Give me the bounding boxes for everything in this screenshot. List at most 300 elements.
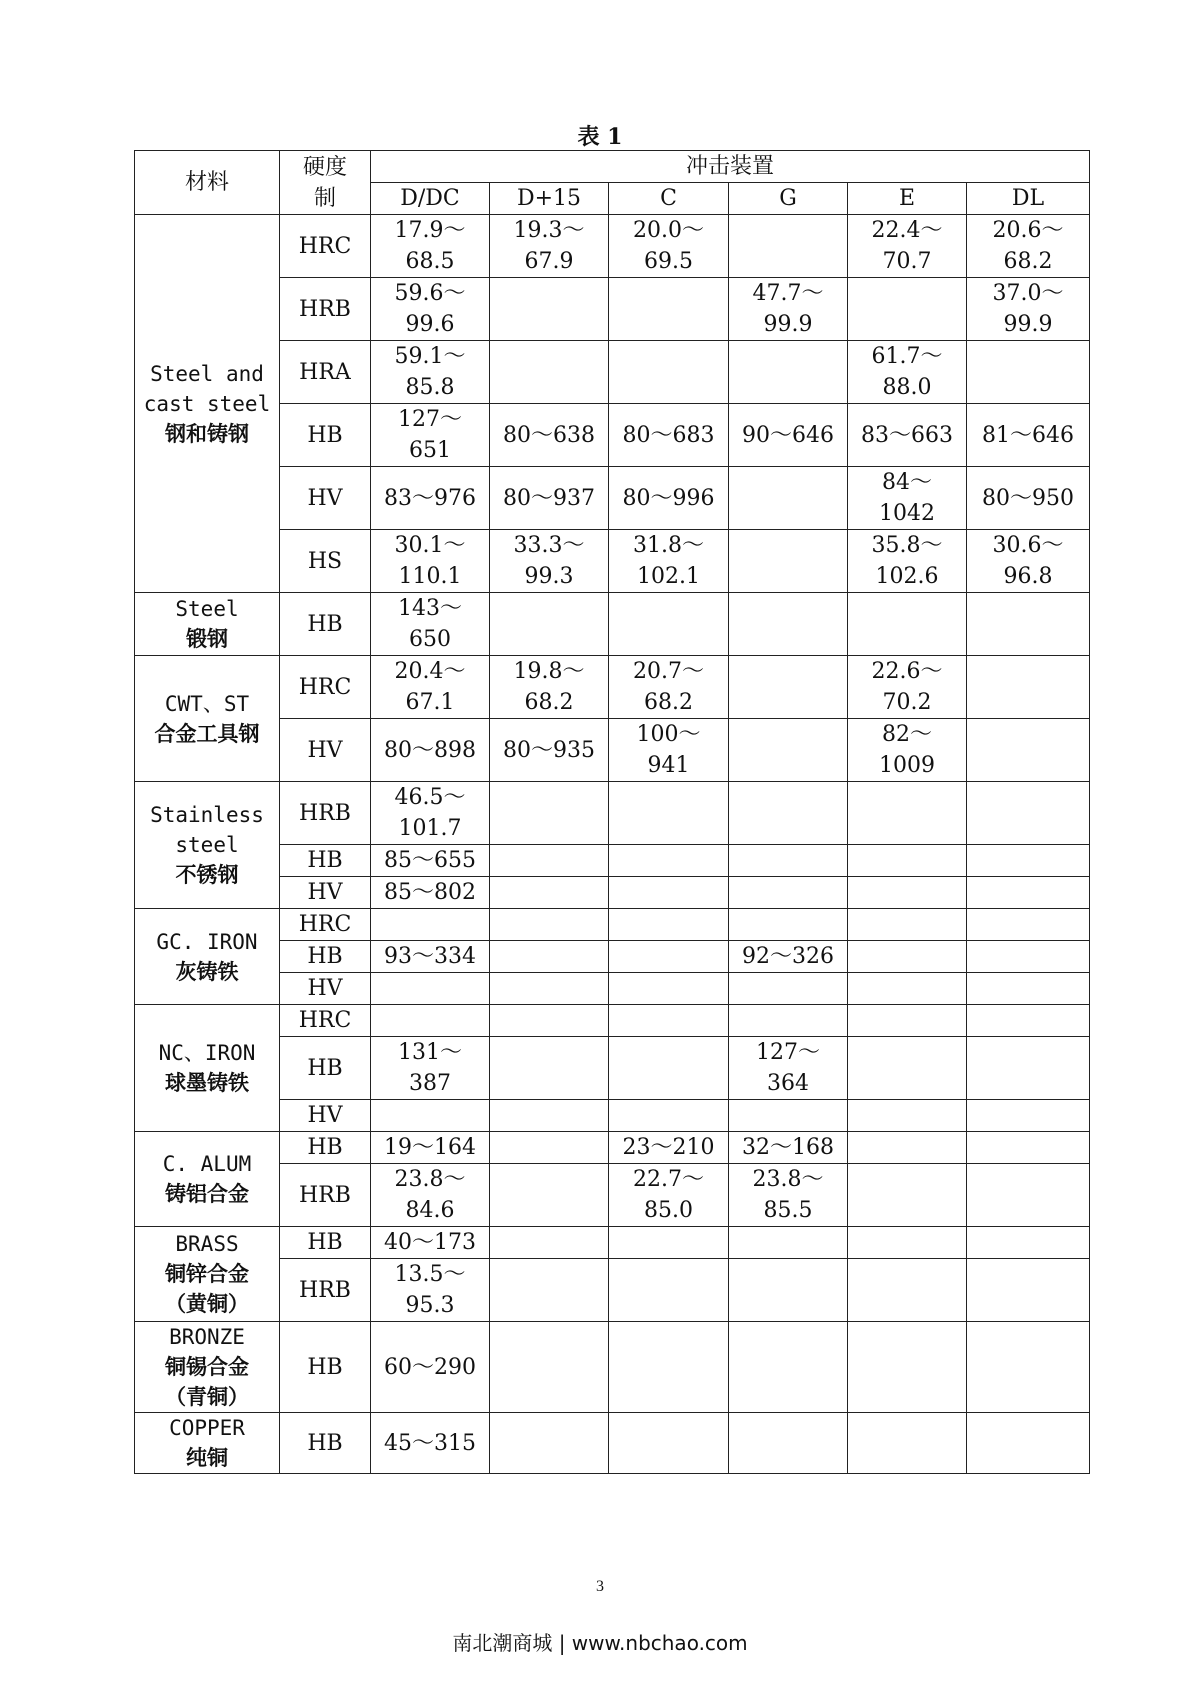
range-cell bbox=[848, 973, 967, 1005]
range-cell bbox=[490, 593, 609, 656]
range-value: 20.7～ bbox=[633, 659, 704, 684]
range-value: 67.1 bbox=[405, 690, 455, 715]
range-cell bbox=[848, 941, 967, 973]
range-value: 90～646 bbox=[742, 422, 834, 448]
range-value: 30.6～ bbox=[992, 533, 1064, 558]
range-value: 651 bbox=[409, 438, 451, 463]
range-cell bbox=[609, 909, 729, 941]
range-cell bbox=[729, 1132, 848, 1164]
range-cell bbox=[729, 1100, 848, 1132]
range-cell bbox=[967, 1164, 1090, 1227]
range-value: 127～ bbox=[398, 407, 462, 432]
range-cell bbox=[609, 404, 729, 467]
range-value: 99.6 bbox=[405, 312, 455, 337]
hardness-scale: HRB bbox=[280, 1259, 371, 1322]
range-cell bbox=[848, 404, 967, 467]
hardness-scale: HRC bbox=[280, 909, 371, 941]
range-cell bbox=[729, 973, 848, 1005]
range-cell bbox=[371, 877, 490, 909]
range-cell bbox=[848, 877, 967, 909]
range-value: 20.6～ bbox=[992, 218, 1064, 243]
range-cell bbox=[490, 1259, 609, 1322]
range-cell bbox=[729, 278, 848, 341]
table-row bbox=[135, 656, 1090, 719]
range-cell bbox=[848, 593, 967, 656]
range-cell bbox=[729, 941, 848, 973]
table-row bbox=[135, 593, 1090, 656]
range-cell bbox=[848, 1164, 967, 1227]
range-cell bbox=[371, 1100, 490, 1132]
material-name bbox=[135, 1227, 280, 1322]
range-cell bbox=[848, 1037, 967, 1100]
device-header: C bbox=[609, 183, 729, 215]
range-value: 80～937 bbox=[503, 485, 595, 511]
range-cell bbox=[609, 278, 729, 341]
range-cell bbox=[371, 1322, 490, 1413]
range-cell bbox=[967, 909, 1090, 941]
range-cell bbox=[371, 719, 490, 782]
hardness-scale: HV bbox=[280, 973, 371, 1005]
range-cell bbox=[490, 782, 609, 845]
header-hardness-line2: 制 bbox=[313, 185, 336, 211]
range-value: 22.7～ bbox=[633, 1167, 704, 1192]
range-value: 85～802 bbox=[384, 880, 476, 905]
range-cell bbox=[371, 341, 490, 404]
range-cell bbox=[848, 1227, 967, 1259]
range-cell bbox=[371, 1413, 490, 1474]
range-cell bbox=[609, 1259, 729, 1322]
range-cell bbox=[729, 1005, 848, 1037]
range-cell bbox=[490, 656, 609, 719]
material-name-line: 钢和铸钢 bbox=[165, 421, 249, 446]
range-value: 30.1～ bbox=[394, 533, 466, 558]
range-value: 37.0～ bbox=[992, 281, 1064, 306]
range-cell bbox=[848, 530, 967, 593]
range-value: 17.9～ bbox=[394, 218, 466, 243]
material-name-line: C. ALUM bbox=[162, 1152, 252, 1176]
range-value: 81～646 bbox=[982, 422, 1075, 448]
hardness-scale: HB bbox=[280, 404, 371, 467]
range-cell bbox=[490, 1005, 609, 1037]
range-cell bbox=[729, 1413, 848, 1474]
page-number: 3 bbox=[596, 1578, 604, 1595]
range-value: 47.7～ bbox=[752, 281, 824, 306]
range-cell bbox=[848, 845, 967, 877]
range-value: 85.0 bbox=[644, 1198, 693, 1223]
range-cell bbox=[609, 1164, 729, 1227]
material-name bbox=[135, 1413, 280, 1474]
range-cell bbox=[371, 941, 490, 973]
range-value: 67.9 bbox=[524, 249, 574, 274]
hardness-scale: HB bbox=[280, 941, 371, 973]
range-value: 19～164 bbox=[384, 1135, 476, 1160]
range-cell bbox=[967, 1413, 1090, 1474]
range-cell bbox=[848, 341, 967, 404]
range-value: 19.8～ bbox=[513, 659, 585, 684]
hardness-scale: HS bbox=[280, 530, 371, 593]
range-cell bbox=[729, 467, 848, 530]
range-value: 364 bbox=[767, 1071, 809, 1096]
range-cell bbox=[848, 467, 967, 530]
range-value: 19.3～ bbox=[513, 218, 585, 243]
range-value: 92～326 bbox=[742, 944, 834, 969]
hardness-scale: HRB bbox=[280, 782, 371, 845]
range-cell bbox=[848, 278, 967, 341]
range-cell bbox=[609, 719, 729, 782]
range-cell bbox=[371, 1132, 490, 1164]
range-value: 650 bbox=[409, 627, 451, 652]
range-value: 941 bbox=[647, 753, 690, 778]
range-cell bbox=[609, 973, 729, 1005]
range-cell bbox=[609, 656, 729, 719]
range-cell bbox=[490, 404, 609, 467]
material-name-line: NC、IRON bbox=[158, 1041, 256, 1065]
range-value: 46.5～ bbox=[394, 785, 466, 810]
range-cell bbox=[371, 973, 490, 1005]
range-cell bbox=[967, 467, 1090, 530]
material-name-line: 灰铸铁 bbox=[175, 959, 239, 984]
range-value: 20.0～ bbox=[633, 218, 704, 243]
range-value: 70.2 bbox=[882, 690, 932, 715]
table-caption: 表 1 bbox=[577, 124, 623, 150]
hardness-scale: HB bbox=[280, 1037, 371, 1100]
device-header: D/DC bbox=[371, 183, 490, 215]
range-value: 70.7 bbox=[882, 249, 932, 274]
material-name-line: 铜锡合金 bbox=[165, 1355, 249, 1379]
range-cell bbox=[490, 877, 609, 909]
hardness-scale: HRC bbox=[280, 656, 371, 719]
table-row bbox=[135, 1413, 1090, 1474]
material-name-line: steel bbox=[175, 833, 239, 857]
range-cell bbox=[967, 341, 1090, 404]
range-cell bbox=[490, 909, 609, 941]
material-name-line: Steel bbox=[175, 597, 239, 621]
range-value: 1009 bbox=[879, 753, 935, 778]
range-value: 80～638 bbox=[503, 422, 595, 448]
material-name-line: Stainless bbox=[150, 803, 264, 827]
material-name bbox=[135, 593, 280, 656]
range-value: 61.7～ bbox=[871, 344, 943, 369]
range-value: 84.6 bbox=[405, 1198, 455, 1223]
range-value: 80～683 bbox=[622, 422, 715, 448]
range-cell bbox=[371, 593, 490, 656]
range-cell bbox=[729, 782, 848, 845]
range-cell bbox=[609, 877, 729, 909]
hardness-scale: HRC bbox=[280, 1005, 371, 1037]
hardness-scale: HB bbox=[280, 1132, 371, 1164]
range-cell bbox=[729, 1227, 848, 1259]
range-cell bbox=[729, 530, 848, 593]
hardness-scale: HB bbox=[280, 1322, 371, 1413]
range-cell bbox=[371, 1005, 490, 1037]
range-cell bbox=[848, 719, 967, 782]
range-cell bbox=[848, 1322, 967, 1413]
range-cell bbox=[729, 719, 848, 782]
hardness-scale: HRB bbox=[280, 1164, 371, 1227]
range-value: 96.8 bbox=[1003, 564, 1053, 589]
material-name bbox=[135, 1005, 280, 1132]
material-name-line: cast steel bbox=[143, 391, 271, 416]
range-cell bbox=[490, 1322, 609, 1413]
material-name-line: BRASS bbox=[175, 1232, 239, 1256]
range-cell bbox=[609, 941, 729, 973]
range-cell bbox=[967, 845, 1090, 877]
material-name-line: BRONZE bbox=[169, 1325, 245, 1349]
range-value: 127～ bbox=[756, 1040, 820, 1065]
range-cell bbox=[729, 341, 848, 404]
range-value: 22.4～ bbox=[871, 218, 943, 243]
range-value: 23.8～ bbox=[752, 1167, 824, 1192]
material-name-line: GC. IRON bbox=[156, 929, 258, 954]
range-cell bbox=[371, 278, 490, 341]
material-name-line: （黄铜） bbox=[165, 1292, 249, 1316]
hardness-scale: HV bbox=[280, 877, 371, 909]
material-name-line: COPPER bbox=[169, 1416, 245, 1440]
range-cell bbox=[371, 782, 490, 845]
range-cell bbox=[967, 593, 1090, 656]
material-name bbox=[135, 656, 280, 782]
range-value: 59.1～ bbox=[394, 344, 466, 369]
range-value: 84～ bbox=[882, 470, 932, 495]
range-cell bbox=[729, 877, 848, 909]
range-value: 100～ bbox=[636, 722, 701, 747]
range-cell bbox=[967, 404, 1090, 467]
range-cell bbox=[967, 215, 1090, 278]
range-cell bbox=[729, 845, 848, 877]
range-cell bbox=[490, 341, 609, 404]
range-value: 22.6～ bbox=[871, 659, 943, 684]
range-value: 68.5 bbox=[405, 249, 455, 274]
range-value: 33.3～ bbox=[513, 533, 585, 558]
range-cell bbox=[371, 467, 490, 530]
table-row bbox=[135, 1132, 1090, 1164]
range-value: 23～210 bbox=[622, 1135, 715, 1160]
range-value: 85～655 bbox=[384, 848, 476, 873]
range-cell bbox=[609, 1132, 729, 1164]
range-cell bbox=[490, 1100, 609, 1132]
material-name-line: 铜锌合金 bbox=[165, 1262, 249, 1286]
table-body bbox=[135, 215, 1090, 1474]
range-value: 45～315 bbox=[384, 1430, 476, 1456]
range-value: 35.8～ bbox=[871, 533, 943, 558]
range-value: 110.1 bbox=[398, 564, 462, 589]
range-cell bbox=[490, 1227, 609, 1259]
range-value: 32～168 bbox=[742, 1135, 834, 1160]
range-cell bbox=[729, 215, 848, 278]
range-value: 143～ bbox=[398, 596, 462, 621]
table-row bbox=[135, 782, 1090, 845]
range-value: 80～898 bbox=[384, 737, 476, 763]
range-cell bbox=[609, 1100, 729, 1132]
range-cell bbox=[729, 593, 848, 656]
range-cell bbox=[609, 1227, 729, 1259]
range-cell bbox=[609, 1322, 729, 1413]
range-value: 101.7 bbox=[398, 816, 462, 841]
range-cell bbox=[967, 1100, 1090, 1132]
hardness-scale: HB bbox=[280, 845, 371, 877]
range-cell bbox=[967, 1322, 1090, 1413]
range-cell bbox=[490, 1037, 609, 1100]
range-cell bbox=[371, 1227, 490, 1259]
hardness-conversion-table bbox=[134, 150, 1090, 1474]
range-value: 80～935 bbox=[503, 737, 595, 763]
range-cell bbox=[609, 341, 729, 404]
device-header: E bbox=[848, 183, 967, 215]
table-row bbox=[135, 1227, 1090, 1259]
range-cell bbox=[371, 909, 490, 941]
range-cell bbox=[848, 782, 967, 845]
range-cell bbox=[848, 1132, 967, 1164]
material-name bbox=[135, 215, 280, 593]
range-cell bbox=[609, 845, 729, 877]
range-cell bbox=[729, 1164, 848, 1227]
range-cell bbox=[967, 973, 1090, 1005]
range-cell bbox=[967, 1005, 1090, 1037]
range-cell bbox=[729, 656, 848, 719]
range-value: 80～996 bbox=[622, 485, 715, 511]
range-cell bbox=[729, 1259, 848, 1322]
material-name bbox=[135, 1132, 280, 1227]
range-cell bbox=[848, 656, 967, 719]
range-cell bbox=[609, 467, 729, 530]
range-cell bbox=[490, 1164, 609, 1227]
range-cell bbox=[848, 1413, 967, 1474]
range-cell bbox=[371, 1037, 490, 1100]
range-value: 85.8 bbox=[405, 375, 455, 400]
range-value: 80～950 bbox=[982, 485, 1075, 511]
range-value: 131～ bbox=[398, 1040, 462, 1065]
material-name bbox=[135, 1322, 280, 1413]
range-cell bbox=[967, 782, 1090, 845]
range-cell bbox=[490, 530, 609, 593]
range-value: 93～334 bbox=[384, 944, 476, 969]
range-cell bbox=[490, 1132, 609, 1164]
range-cell bbox=[371, 1259, 490, 1322]
range-value: 82～ bbox=[882, 722, 932, 747]
range-cell bbox=[729, 909, 848, 941]
hardness-scale: HV bbox=[280, 719, 371, 782]
range-value: 85.5 bbox=[763, 1198, 813, 1223]
range-value: 102.6 bbox=[875, 564, 939, 589]
range-value: 83～663 bbox=[861, 422, 953, 448]
material-name bbox=[135, 909, 280, 1005]
hardness-scale: HRB bbox=[280, 278, 371, 341]
footer-site-credit: 南北潮商城 | www.nbchao.com bbox=[452, 1631, 748, 1655]
header-hardness-scale bbox=[280, 151, 371, 215]
range-cell bbox=[609, 1005, 729, 1037]
range-cell bbox=[729, 1322, 848, 1413]
range-value: 83～976 bbox=[384, 485, 476, 511]
range-cell bbox=[609, 782, 729, 845]
range-cell bbox=[848, 909, 967, 941]
range-value: 59.6～ bbox=[394, 281, 466, 306]
range-cell bbox=[490, 1413, 609, 1474]
range-cell bbox=[967, 941, 1090, 973]
range-cell bbox=[729, 404, 848, 467]
range-cell bbox=[371, 404, 490, 467]
material-name-line: 铸铝合金 bbox=[165, 1182, 249, 1206]
range-value: 40～173 bbox=[384, 1230, 476, 1255]
range-cell bbox=[848, 1259, 967, 1322]
range-value: 1042 bbox=[879, 501, 935, 526]
range-value: 99.9 bbox=[763, 312, 813, 337]
header-material: 材料 bbox=[135, 151, 280, 215]
range-cell bbox=[729, 1037, 848, 1100]
range-cell bbox=[967, 530, 1090, 593]
range-value: 99.9 bbox=[1003, 312, 1053, 337]
range-cell bbox=[371, 1164, 490, 1227]
range-cell bbox=[490, 845, 609, 877]
range-value: 102.1 bbox=[637, 564, 700, 589]
range-cell bbox=[609, 1037, 729, 1100]
range-cell bbox=[609, 1413, 729, 1474]
range-cell bbox=[967, 1037, 1090, 1100]
device-header: DL bbox=[967, 183, 1090, 215]
range-cell bbox=[609, 215, 729, 278]
range-cell bbox=[967, 278, 1090, 341]
range-cell bbox=[609, 530, 729, 593]
hardness-scale: HV bbox=[280, 467, 371, 530]
device-header: D+15 bbox=[490, 183, 609, 215]
table-row bbox=[135, 1322, 1090, 1413]
hardness-scale: HB bbox=[280, 1413, 371, 1474]
range-cell bbox=[490, 973, 609, 1005]
header-hardness-line1: 硬度 bbox=[302, 154, 347, 180]
range-value: 69.5 bbox=[644, 249, 693, 274]
table-row bbox=[135, 909, 1090, 941]
range-cell bbox=[371, 215, 490, 278]
material-name-line: 合金工具钢 bbox=[154, 721, 260, 746]
range-cell bbox=[967, 1132, 1090, 1164]
range-value: 31.8～ bbox=[633, 533, 704, 558]
material-name bbox=[135, 782, 280, 909]
material-name-line: CWT、ST bbox=[164, 691, 250, 716]
material-name-line: （青铜） bbox=[165, 1385, 249, 1409]
range-value: 68.2 bbox=[524, 690, 574, 715]
range-value: 387 bbox=[409, 1071, 451, 1096]
table-row bbox=[135, 1005, 1090, 1037]
hardness-scale: HB bbox=[280, 593, 371, 656]
range-value: 13.5～ bbox=[394, 1262, 466, 1287]
material-name-line: 不锈钢 bbox=[175, 863, 239, 887]
range-value: 23.8～ bbox=[394, 1167, 466, 1192]
header-impact-device: 冲击装置 bbox=[371, 151, 1090, 183]
range-cell bbox=[490, 278, 609, 341]
range-cell bbox=[848, 215, 967, 278]
range-cell bbox=[490, 941, 609, 973]
hardness-scale: HRA bbox=[280, 341, 371, 404]
range-cell bbox=[967, 656, 1090, 719]
hardness-scale: HB bbox=[280, 1227, 371, 1259]
range-cell bbox=[967, 1259, 1090, 1322]
material-name-line: Steel and bbox=[150, 361, 264, 386]
range-value: 20.4～ bbox=[394, 659, 466, 684]
hardness-scale: HV bbox=[280, 1100, 371, 1132]
hardness-scale: HRC bbox=[280, 215, 371, 278]
range-cell bbox=[371, 845, 490, 877]
range-cell bbox=[848, 1100, 967, 1132]
range-cell bbox=[490, 467, 609, 530]
material-name-line: 球墨铸铁 bbox=[165, 1071, 249, 1095]
range-value: 68.2 bbox=[1003, 249, 1053, 274]
range-cell bbox=[609, 593, 729, 656]
device-header: G bbox=[729, 183, 848, 215]
range-cell bbox=[967, 877, 1090, 909]
range-value: 99.3 bbox=[524, 564, 574, 589]
range-value: 95.3 bbox=[405, 1293, 455, 1318]
range-value: 88.0 bbox=[882, 375, 932, 400]
material-name-line: 纯铜 bbox=[186, 1446, 228, 1470]
